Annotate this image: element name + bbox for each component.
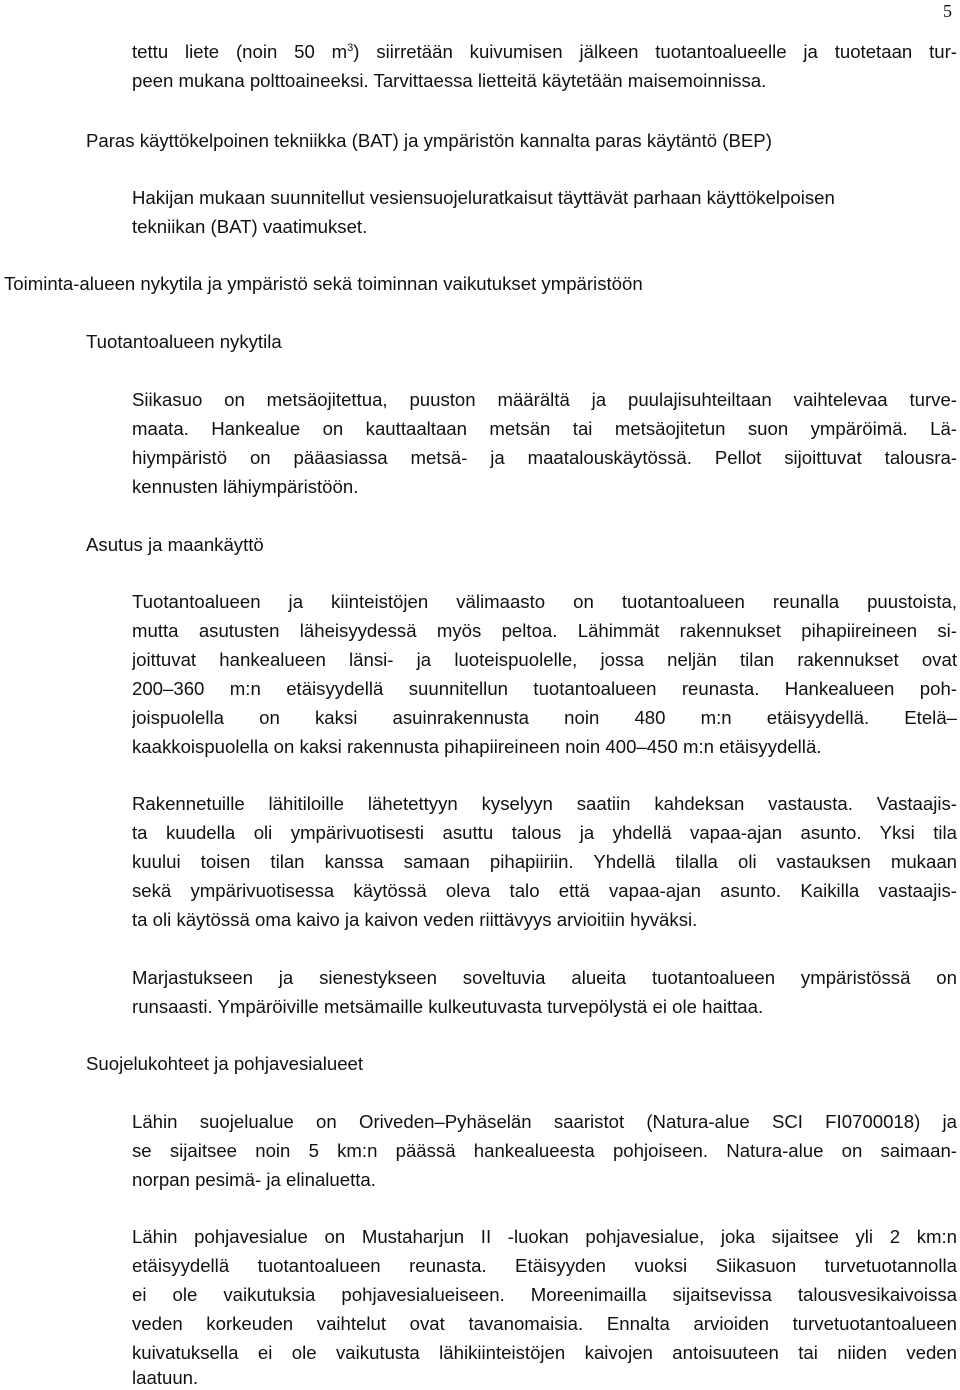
text-line: Marjastukseen ja sienestykseen soveltuvia alueita tuotantoalueen ympäristössä on bbox=[132, 967, 957, 988]
protection-heading: Suojelukohteet ja pohjavesialueet bbox=[86, 1053, 364, 1074]
text-line: Hakijan mukaan suunnitellut vesiensuojeluratkaisut täyttävät parhaan käyttökelpoisen bbox=[132, 187, 835, 208]
text-line: sekä ympärivuotisessa käytössä oleva talo että vapaa-ajan asunto. Kaikilla vastaajis- bbox=[132, 880, 957, 901]
text-line: etäisyydellä tuotantoalueen reunasta. Etäisyyden vuoksi Siikasuon turvetuotannolla bbox=[132, 1255, 957, 1276]
text-line: maata. Hankealue on kauttaaltaan metsän tai metsäojitetun suon ympäröimä. Lä- bbox=[132, 418, 957, 439]
housing-heading: Asutus ja maankäyttö bbox=[86, 534, 264, 555]
text-line: joittuvat hankealueen länsi- ja luoteispuolelle, jossa neljän tilan rakennukset ovat bbox=[132, 649, 957, 670]
current-state-heading: Tuotantoalueen nykytila bbox=[86, 331, 282, 352]
text-line: tekniikan (BAT) vaatimukset. bbox=[132, 216, 368, 237]
text-line: veden korkeuden vaihtelut ovat tavanomaisia. Ennalta arvioiden turvetuotantoalueen bbox=[132, 1313, 957, 1334]
text-line: 200–360 m:n etäisyydellä suunnitellun tuotantoalueen reunasta. Hankealueen poh- bbox=[132, 678, 957, 699]
text-line: joispuolella on kaksi asuinrakennusta noin 480 m:n etäisyydellä. Etelä– bbox=[132, 707, 957, 728]
text-line: se sijaitsee noin 5 km:n päässä hankealueesta pohjoiseen. Natura-alue on saimaan- bbox=[132, 1140, 957, 1161]
text-line: kaakkoispuolella on kaksi rakennusta pihapiireineen noin 400–450 m:n etäisyydellä. bbox=[132, 736, 822, 757]
text-line: kennusten lähiympäristöön. bbox=[132, 476, 359, 497]
text-line: tettu liete (noin 50 $m^3$) siirretään kuivumisen jälkeen tuotantoalueelle ja tuotetaan tur- bbox=[132, 41, 957, 62]
text-line: kuivatuksella ei ole vaikutusta lähikiinteistöjen kaivojen antoisuuteen tai niiden veden bbox=[132, 1342, 957, 1363]
section-heading: Toiminta-alueen nykytila ja ympäristö sekä toiminnan vaikutukset ympäristöön bbox=[4, 273, 643, 294]
text-line: laatuun. bbox=[132, 1367, 199, 1388]
page-number: 5 bbox=[943, 1, 952, 21]
text-line: ei ole vaikutuksia pohjavesialueiseen. Moreenimailla sijaitsevissa talousvesikaivoissa bbox=[132, 1284, 957, 1305]
text-line: Lähin suojelualue on Oriveden–Pyhäselän saaristot (Natura-alue SCI FI0700018) ja bbox=[132, 1111, 957, 1132]
text-line: kuului toisen tilan kanssa samaan pihapiiriin. Yhdellä tilalla oli vastauksen mukaan bbox=[132, 851, 957, 872]
text-line: Rakennetuille lähitiloille lähetettyyn kyselyyn saatiin kahdeksan vastausta. Vastaajis- bbox=[132, 793, 957, 814]
text-line: ta oli käytössä oma kaivo ja kaivon veden riittävyys arvioitiin hyväksi. bbox=[132, 909, 698, 930]
text-line: hiympäristö on pääasiassa metsä- ja maatalouskäytössä. Pellot sijoittuvat talousra- bbox=[132, 447, 957, 468]
text-line: mutta asutusten läheisyydessä myös peltoa. Lähimmät rakennukset pihapiireineen si- bbox=[132, 620, 957, 641]
text-line: ta kuudella oli ympärivuotisesti asuttu talous ja yhdellä vapaa-ajan asunto. Yksi tila bbox=[132, 822, 957, 843]
text-line: Lähin pohjavesialue on Mustaharjun II -luokan pohjavesialue, joka sijaitsee yli 2 km:n bbox=[132, 1226, 957, 1247]
text-line: runsaasti. Ympäröiville metsämaille kulkeutuvasta turvepölystä ei ole haittaa. bbox=[132, 996, 764, 1017]
bat-heading: Paras käyttökelpoinen tekniikka (BAT) ja ympäristön kannalta paras käytäntö (BEP) bbox=[86, 130, 772, 151]
text-line: peen mukana polttoaineeksi. Tarvittaessa lietteitä käytetään maisemoinnissa. bbox=[132, 70, 767, 91]
text-line: norpan pesimä- ja elinaluetta. bbox=[132, 1169, 376, 1190]
text-line: Siikasuo on metsäojitettua, puuston määrältä ja puulajisuhteiltaan vaihtelevaa turve- bbox=[132, 389, 957, 410]
superscript: 3 bbox=[347, 41, 354, 54]
text-line: Tuotantoalueen ja kiinteistöjen välimaasto on tuotantoalueen reunalla puustoista, bbox=[132, 591, 957, 612]
